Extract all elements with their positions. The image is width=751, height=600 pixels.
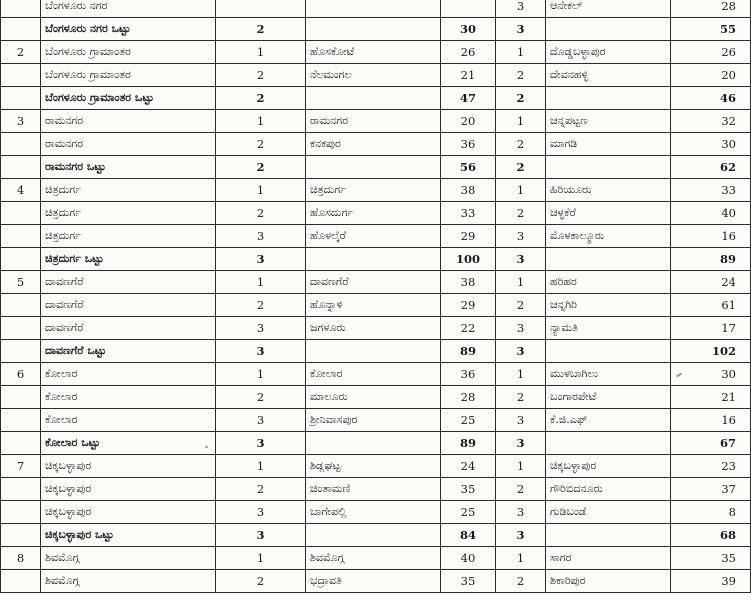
- col2-count-cell: 23: [671, 455, 751, 478]
- serial-number-cell: [1, 202, 41, 225]
- col1-number-cell: [216, 0, 306, 18]
- col2-count-cell: 28: [671, 0, 751, 18]
- col1-count-cell: 25: [441, 501, 496, 524]
- taluk-name-cell-2: [546, 18, 671, 41]
- col1-count-cell: 26: [441, 41, 496, 64]
- col2-number-cell: 1: [496, 41, 546, 64]
- taluk-name-cell-2: ಚಳ್ಳಕೆರೆ: [546, 202, 671, 225]
- table-row: [1, 271, 751, 294]
- col2-number-cell: 2: [496, 87, 546, 110]
- col2-count-cell: 68: [671, 524, 751, 547]
- col1-count-cell: 56: [441, 156, 496, 179]
- col1-count-cell: 22: [441, 317, 496, 340]
- col2-count-cell: 62: [671, 156, 751, 179]
- col1-count-cell: 100: [441, 248, 496, 271]
- serial-number-cell: [1, 64, 41, 87]
- col1-count-cell: [441, 0, 496, 18]
- district-name-cell: ಚಿಕ್ಕಬಳ್ಳಾಪುರ: [41, 501, 216, 524]
- col2-count-cell: 102: [671, 340, 751, 363]
- district-name-cell: ರಾಮನಗರ ಒಟ್ಟು: [41, 156, 216, 179]
- taluk-name-cell: [306, 524, 441, 547]
- taluk-name-cell: ಹೊನ್ನಾಳಿ: [306, 294, 441, 317]
- serial-number-cell: [1, 248, 41, 271]
- col1-number-cell: 1: [216, 363, 306, 386]
- taluk-name-cell-2: ಮಾಗಡಿ: [546, 133, 671, 156]
- col2-number-cell: 3: [496, 409, 546, 432]
- taluk-name-cell-2: ಹರಿಹರ: [546, 271, 671, 294]
- district-name-cell: ಚಿಕ್ಕಬಳ್ಳಾಪುರ: [41, 455, 216, 478]
- col1-count-cell: 47: [441, 87, 496, 110]
- district-name-cell: ಕೋಲಾರ: [41, 363, 216, 386]
- serial-number-cell: 2: [1, 41, 41, 64]
- col1-number-cell: 2: [216, 18, 306, 41]
- taluk-name-cell: [306, 0, 441, 18]
- district-name-cell: ದಾವಣಗೆರೆ: [41, 294, 216, 317]
- table-row: [1, 317, 751, 340]
- taluk-name-cell: ಭದ್ರಾವತಿ: [306, 570, 441, 593]
- col2-number-cell: 2: [496, 202, 546, 225]
- col1-count-cell: 29: [441, 225, 496, 248]
- taluk-name-cell: ಜಗಳೂರು: [306, 317, 441, 340]
- col2-count-cell: 17: [671, 317, 751, 340]
- col1-number-cell: 2: [216, 156, 306, 179]
- col1-count-cell: 35: [441, 478, 496, 501]
- district-name-cell: ಕೋಲಾರ: [41, 386, 216, 409]
- district-name-cell: ರಾಮನಗರ: [41, 110, 216, 133]
- taluk-name-cell-2: [546, 156, 671, 179]
- table-row: [1, 41, 751, 64]
- serial-number-cell: 8: [1, 547, 41, 570]
- col2-count-cell: 16: [671, 225, 751, 248]
- col1-number-cell: 1: [216, 41, 306, 64]
- col2-number-cell: 3: [496, 432, 546, 455]
- taluk-name-cell-2: ಚಿಕ್ಕಬಳ್ಳಾಪುರ: [546, 455, 671, 478]
- col2-number-cell: 1: [496, 110, 546, 133]
- taluk-name-cell: [306, 340, 441, 363]
- col1-number-cell: 2: [216, 87, 306, 110]
- col2-count-cell: 35: [671, 547, 751, 570]
- col2-count-cell: 46: [671, 87, 751, 110]
- col1-count-cell: 89: [441, 340, 496, 363]
- taluk-name-cell: [306, 18, 441, 41]
- col2-count-cell: 21: [671, 386, 751, 409]
- taluk-name-cell-2: [546, 432, 671, 455]
- table-row: [1, 455, 751, 478]
- col1-count-cell: 35: [441, 570, 496, 593]
- taluk-name-cell-2: ಹಿರಿಯೂರು: [546, 179, 671, 202]
- col1-number-cell: 3: [216, 225, 306, 248]
- col1-number-cell: 2: [216, 478, 306, 501]
- district-name-cell: ಬೆಂಗಳೂರು ನಗರ ಒಟ್ಟು: [41, 18, 216, 41]
- taluk-name-cell-2: ಕೆ.ಜಿ.ಎಫ್: [546, 409, 671, 432]
- table-row: [1, 409, 751, 432]
- col2-number-cell: 3: [496, 0, 546, 18]
- col1-count-cell: 20: [441, 110, 496, 133]
- table-row: [1, 570, 751, 593]
- col1-count-cell: 30: [441, 18, 496, 41]
- district-total-row: [1, 156, 751, 179]
- district-total-row: [1, 432, 751, 455]
- district-name-cell: ಚಿತ್ರದುರ್ಗ: [41, 202, 216, 225]
- taluk-name-cell-2: ದೇವನಹಳ್ಳಿ: [546, 64, 671, 87]
- col2-number-cell: 2: [496, 156, 546, 179]
- taluk-name-cell-2: ಮೊಳಕಾಲ್ಮೂರು: [546, 225, 671, 248]
- col1-number-cell: 3: [216, 317, 306, 340]
- col2-count-cell: 33: [671, 179, 751, 202]
- col1-count-cell: 36: [441, 133, 496, 156]
- col2-number-cell: 2: [496, 386, 546, 409]
- taluk-name-cell: ಹೊಸದುರ್ಗ: [306, 202, 441, 225]
- table-row: [1, 110, 751, 133]
- taluk-name-cell-2: ದೊಡ್ಡಬಳ್ಳಾಪುರ: [546, 41, 671, 64]
- col1-count-cell: 29: [441, 294, 496, 317]
- taluk-name-cell: [306, 248, 441, 271]
- col1-number-cell: 1: [216, 271, 306, 294]
- taluk-name-cell-2: ಬಂಗಾರಪೇಟೆ: [546, 386, 671, 409]
- serial-number-cell: [1, 18, 41, 41]
- col1-count-cell: 33: [441, 202, 496, 225]
- col1-number-cell: 2: [216, 64, 306, 87]
- district-name-cell: ದಾವಣಗೆರೆ ಒಟ್ಟು: [41, 340, 216, 363]
- col1-count-cell: 28: [441, 386, 496, 409]
- col1-count-cell: 89: [441, 432, 496, 455]
- taluk-name-cell: ಕೋಲಾರ: [306, 363, 441, 386]
- col2-number-cell: 3: [496, 524, 546, 547]
- district-name-cell: ಕೋಲಾರ ಒಟ್ಟು: [41, 432, 216, 455]
- col2-number-cell: 1: [496, 179, 546, 202]
- col1-number-cell: 1: [216, 547, 306, 570]
- col1-number-cell: 3: [216, 248, 306, 271]
- district-name-cell: ಚಿಕ್ಕಬಳ್ಳಾಪುರ: [41, 478, 216, 501]
- serial-number-cell: [1, 0, 41, 18]
- taluk-name-cell: ಶಿವಮೊಗ್ಗ: [306, 547, 441, 570]
- col1-count-cell: 40: [441, 547, 496, 570]
- serial-number-cell: [1, 501, 41, 524]
- serial-number-cell: [1, 386, 41, 409]
- col2-number-cell: 3: [496, 18, 546, 41]
- col2-count-cell: 89: [671, 248, 751, 271]
- serial-number-cell: 7: [1, 455, 41, 478]
- col2-count-cell: 40: [671, 202, 751, 225]
- col1-number-cell: 3: [216, 432, 306, 455]
- district-name-cell: ರಾಮನಗರ: [41, 133, 216, 156]
- taluk-name-cell-2: ನ್ಯಾಮತಿ: [546, 317, 671, 340]
- taluk-name-cell: ದಾವಣಗೆರೆ: [306, 271, 441, 294]
- district-total-row: [1, 87, 751, 110]
- col1-number-cell: 1: [216, 179, 306, 202]
- table-body: [1, 0, 751, 593]
- col2-count-cell: 20: [671, 64, 751, 87]
- col2-number-cell: 2: [496, 294, 546, 317]
- col2-count-cell: 8: [671, 501, 751, 524]
- taluk-name-cell-2: [546, 87, 671, 110]
- col1-count-cell: 21: [441, 64, 496, 87]
- serial-number-cell: [1, 133, 41, 156]
- taluk-name-cell: [306, 432, 441, 455]
- serial-number-cell: [1, 340, 41, 363]
- serial-number-cell: [1, 225, 41, 248]
- col2-count-cell: 24: [671, 271, 751, 294]
- taluk-name-cell-2: ಗುಡಿಬಂಡೆ: [546, 501, 671, 524]
- serial-number-cell: [1, 432, 41, 455]
- district-name-cell: ಬೆಂಗಳೂರು ಗ್ರಾಮಾಂತರ: [41, 41, 216, 64]
- serial-number-cell: [1, 87, 41, 110]
- col2-number-cell: 1: [496, 547, 546, 570]
- col1-count-cell: 38: [441, 179, 496, 202]
- col2-number-cell: 1: [496, 455, 546, 478]
- serial-number-cell: [1, 317, 41, 340]
- col2-number-cell: 3: [496, 225, 546, 248]
- taluk-name-cell: ಚಿಂತಾಮಣಿ: [306, 478, 441, 501]
- taluk-name-cell: ಹೊಸಕೋಟೆ: [306, 41, 441, 64]
- col2-number-cell: 3: [496, 501, 546, 524]
- taluk-name-cell-2: ಆನೇಕಲ್: [546, 0, 671, 18]
- col1-number-cell: 1: [216, 110, 306, 133]
- col1-number-cell: 2: [216, 133, 306, 156]
- col1-count-cell: 24: [441, 455, 496, 478]
- taluk-name-cell: ಬಾಗೇಪಲ್ಲಿ: [306, 501, 441, 524]
- col2-number-cell: 3: [496, 340, 546, 363]
- col2-count-cell: 61: [671, 294, 751, 317]
- col1-count-cell: 84: [441, 524, 496, 547]
- table-row: [1, 133, 751, 156]
- col1-count-cell: 36: [441, 363, 496, 386]
- col2-count-cell: 67: [671, 432, 751, 455]
- col1-count-cell: 38: [441, 271, 496, 294]
- col1-number-cell: 1: [216, 455, 306, 478]
- col2-count-cell: 37: [671, 478, 751, 501]
- col2-number-cell: 1: [496, 271, 546, 294]
- table-row: [1, 547, 751, 570]
- serial-number-cell: [1, 570, 41, 593]
- taluk-name-cell: ನೆಲಮಂಗಲ: [306, 64, 441, 87]
- col2-number-cell: 2: [496, 64, 546, 87]
- serial-number-cell: [1, 294, 41, 317]
- table-row: [1, 179, 751, 202]
- table-row: [1, 478, 751, 501]
- taluk-name-cell-2: ಚನ್ನಪಟ್ಟಣ: [546, 110, 671, 133]
- district-name-cell: ದಾವಣಗೆರೆ: [41, 317, 216, 340]
- serial-number-cell: 4: [1, 179, 41, 202]
- col1-number-cell: 3: [216, 501, 306, 524]
- district-name-cell: ದಾವಣಗೆರೆ: [41, 271, 216, 294]
- col1-number-cell: 3: [216, 340, 306, 363]
- col2-number-cell: 3: [496, 317, 546, 340]
- taluk-name-cell: ರಾಮನಗರ: [306, 110, 441, 133]
- taluk-name-cell-2: ಶಿಕಾರಿಪುರ: [546, 570, 671, 593]
- col2-count-cell: 39: [671, 570, 751, 593]
- col1-count-cell: 25: [441, 409, 496, 432]
- col1-number-cell: 2: [216, 570, 306, 593]
- serial-number-cell: [1, 524, 41, 547]
- table-row: [1, 386, 751, 409]
- serial-number-cell: [1, 409, 41, 432]
- col2-count-cell: 30: [671, 133, 751, 156]
- district-total-row: [1, 340, 751, 363]
- col2-count-cell: 55: [671, 18, 751, 41]
- district-name-cell: ಚಿತ್ರದುರ್ಗ: [41, 225, 216, 248]
- col2-count-cell: 16: [671, 409, 751, 432]
- district-name-cell: ಶಿವಮೊಗ್ಗ: [41, 547, 216, 570]
- taluk-name-cell-2: ಸಾಗರ: [546, 547, 671, 570]
- table-row: [1, 202, 751, 225]
- district-name-cell: ಬೆಂಗಳೂರು ಗ್ರಾಮಾಂತರ: [41, 64, 216, 87]
- taluk-name-cell: ಶಿಡ್ಲಘಟ್ಟ: [306, 455, 441, 478]
- col2-number-cell: 2: [496, 570, 546, 593]
- table-row: [1, 225, 751, 248]
- district-name-cell: ಬೆಂಗಳೂರು ನಗರ: [41, 0, 216, 18]
- col2-count-cell: 30: [671, 363, 751, 386]
- taluk-name-cell-2: ಗೌರಿಬಿದನೂರು: [546, 478, 671, 501]
- col2-number-cell: 1: [496, 363, 546, 386]
- table-row: [1, 294, 751, 317]
- serial-number-cell: 6: [1, 363, 41, 386]
- col1-number-cell: 2: [216, 202, 306, 225]
- col1-number-cell: 2: [216, 386, 306, 409]
- taluk-name-cell: ಹೊಳಲ್ಕೆರೆ: [306, 225, 441, 248]
- district-total-row: [1, 18, 751, 41]
- taluk-name-cell: ಚಿತ್ರದುರ್ಗ: [306, 179, 441, 202]
- district-name-cell: ಚಿಕ್ಕಬಳ್ಳಾಪುರ ಒಟ್ಟು: [41, 524, 216, 547]
- col2-number-cell: 2: [496, 133, 546, 156]
- taluk-name-cell-2: [546, 524, 671, 547]
- table-row: [1, 0, 751, 18]
- taluk-name-cell-2: ಮುಳಬಾಗಿಲು: [546, 363, 671, 386]
- district-name-cell: ಚಿತ್ರದುರ್ಗ ಒಟ್ಟು: [41, 248, 216, 271]
- taluk-name-cell-2: [546, 248, 671, 271]
- district-name-cell: ಬೆಂಗಳೂರು ಗ್ರಾಮಾಂತರ ಒಟ್ಟು: [41, 87, 216, 110]
- taluk-name-cell: ಮಾಲೂರು: [306, 386, 441, 409]
- table-row: [1, 363, 751, 386]
- district-name-cell: ಚಿತ್ರದುರ್ಗ: [41, 179, 216, 202]
- col2-count-cell: 32: [671, 110, 751, 133]
- col1-number-cell: 3: [216, 524, 306, 547]
- serial-number-cell: 3: [1, 110, 41, 133]
- col1-number-cell: 3: [216, 409, 306, 432]
- district-total-row: [1, 524, 751, 547]
- col1-number-cell: 2: [216, 294, 306, 317]
- taluk-name-cell-2: [546, 340, 671, 363]
- taluk-name-cell-2: ಚನ್ನಗಿರಿ: [546, 294, 671, 317]
- col2-number-cell: 2: [496, 478, 546, 501]
- district-name-cell: ಕೋಲಾರ: [41, 409, 216, 432]
- col2-count-cell: 26: [671, 41, 751, 64]
- table-row: [1, 64, 751, 87]
- taluk-name-cell: [306, 87, 441, 110]
- serial-number-cell: [1, 478, 41, 501]
- district-total-row: [1, 248, 751, 271]
- table-row: [1, 501, 751, 524]
- col2-number-cell: 3: [496, 248, 546, 271]
- serial-number-cell: [1, 156, 41, 179]
- taluk-name-cell: [306, 156, 441, 179]
- taluk-name-cell: ಶ್ರೀನಿವಾಸಪುರ: [306, 409, 441, 432]
- taluk-name-cell: ಕನಕಪುರ: [306, 133, 441, 156]
- serial-number-cell: 5: [1, 271, 41, 294]
- district-name-cell: ಶಿವಮೊಗ್ಗ: [41, 570, 216, 593]
